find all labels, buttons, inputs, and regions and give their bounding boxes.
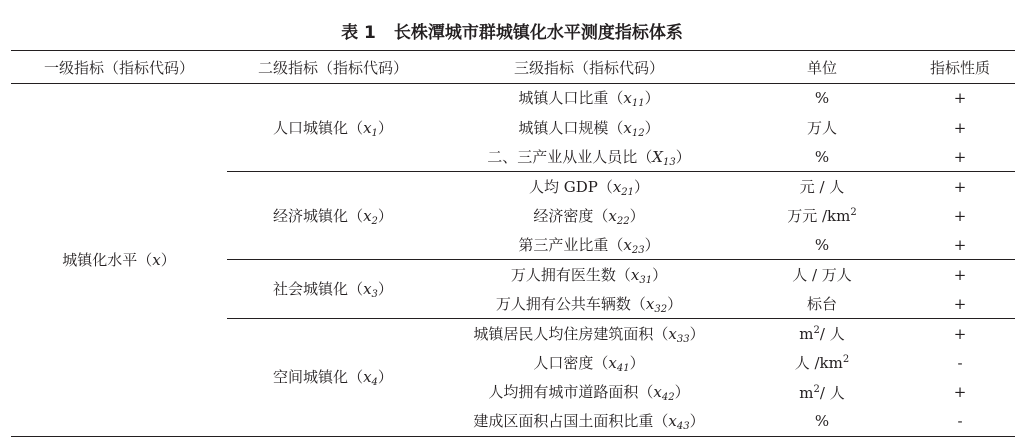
sign-cell: +: [953, 383, 967, 402]
level2-name: 经济城镇化: [273, 206, 349, 225]
level1-code: x: [152, 251, 161, 270]
indicator-code: x: [623, 89, 632, 108]
unit-text: 人 / 万人: [792, 266, 852, 285]
indicator-code: x: [668, 412, 677, 431]
indicator-sub: 42: [661, 392, 675, 404]
level2-sub: 4: [371, 377, 378, 389]
unit-cell: [739, 113, 905, 142]
indicator-sub: 23: [631, 244, 645, 256]
indicator-cell: 人口密度$(x_{41})$: [533, 353, 645, 374]
table-number: 表 1: [341, 23, 376, 43]
level2-code: x: [363, 118, 372, 137]
level2-sub: 3: [371, 289, 378, 301]
indicator-cell: 城镇居民人均住房建筑面积$(x_{33})$: [473, 324, 705, 345]
sign-cell: -: [905, 407, 1015, 436]
indicator-cell: 万人拥有公共车辆数$(x_{32})$: [439, 289, 739, 318]
indicator-cell: 城镇人口规模$(x_{12})$: [518, 118, 660, 139]
header-row: [11, 51, 1015, 84]
level2-code: x: [363, 206, 372, 225]
indicator-code: x: [608, 206, 617, 225]
indicator-sub: 43: [676, 421, 690, 433]
sign-cell: +: [953, 206, 967, 225]
indicator-sub: 13: [662, 156, 676, 168]
indicator-name: 第三产业比重: [518, 235, 609, 254]
indicator-code: x: [608, 353, 617, 372]
indicator-name: 人均拥有城市道路面积: [488, 383, 639, 402]
level2-cell: 社会城镇化$(x_3)$: [227, 260, 439, 319]
unit-text: %: [814, 147, 830, 166]
header-unit: 单位: [739, 51, 905, 84]
header-level3: 三级指标（指标代码）: [439, 51, 739, 84]
unit-cell: [739, 172, 905, 201]
unit-text: %: [814, 412, 830, 431]
indicator-name: 二、三产业从业人员比: [487, 147, 638, 166]
indicator-cell: 人均拥有城市道路面积$(x_{42})$: [488, 383, 690, 404]
indicator-code: x: [653, 383, 662, 402]
indicator-sub: 21: [621, 186, 635, 198]
unit-cell: [739, 348, 905, 377]
sign-cell: +: [905, 230, 1015, 259]
unit-cell: [739, 142, 905, 171]
sign-cell: +: [953, 118, 967, 137]
indicator-name: 城镇人口比重: [518, 89, 609, 108]
level2-name: 人口城镇化: [273, 118, 349, 137]
sign-cell: +: [953, 89, 967, 108]
indicator-cell: 经济密度$(x_{22})$: [533, 206, 645, 227]
unit-cell: [739, 289, 905, 318]
indicator-name: 万人拥有公共车辆数: [495, 294, 631, 313]
indicator-cell: 万人拥有医生数$(x_{31})$: [510, 265, 668, 286]
sign-cell: +: [953, 265, 967, 284]
unit-cell: [739, 407, 905, 436]
unit-sup: 2: [850, 207, 857, 219]
indicator-sub: 22: [616, 215, 630, 227]
sign-cell: -: [957, 353, 963, 372]
unit-text: %: [814, 89, 830, 108]
indicator-name: 城镇人口规模: [518, 118, 609, 137]
indicator-code: x: [668, 324, 677, 343]
unit-text: %: [814, 235, 830, 254]
indicator-sub: 33: [676, 333, 690, 345]
level2-sub: 1: [371, 127, 378, 139]
level2-cell: 空间城镇化$(x_4)$: [227, 319, 439, 437]
unit-sup: 2: [813, 325, 820, 337]
unit-post: / 人: [819, 325, 845, 344]
indicator-code: x: [623, 118, 632, 137]
table-row: [11, 84, 1015, 113]
level2-sub: 2: [371, 215, 378, 227]
unit-cell: [739, 319, 905, 348]
indicator-sub: 41: [616, 362, 630, 374]
indicator-cell: 人均 $GDP(x_{21})$: [528, 177, 650, 198]
header-nature: 指标性质: [905, 51, 1015, 84]
sign-cell: +: [905, 289, 1015, 318]
indicator-name: 建成区面积占国土面积比重: [473, 412, 654, 431]
level2-code: x: [363, 280, 372, 299]
unit-cell: [739, 84, 905, 113]
indicator-sub: 31: [639, 274, 653, 286]
indicator-sub: 32: [654, 303, 668, 315]
unit-text: m: [799, 383, 814, 402]
sign-cell: +: [905, 142, 1015, 171]
indicator-cell: 第三产业比重$(x_{23})$: [439, 230, 739, 259]
unit-text: 人 /km: [794, 354, 843, 373]
indicator-table: [11, 50, 1015, 437]
level2-name: 空间城镇化: [273, 368, 349, 387]
indicator-name: 经济密度: [533, 206, 594, 225]
indicator-sub: 12: [631, 127, 645, 139]
table-caption: [0, 18, 1024, 43]
indicator-code: x: [630, 265, 640, 284]
unit-cell: [739, 201, 905, 230]
unit-text: 元 / 人: [799, 178, 845, 197]
unit-cell: [739, 260, 905, 289]
unit-text: 万元 /km: [787, 207, 851, 226]
unit-cell: [739, 230, 905, 259]
level2-cell: 经济城镇化$(x_2)$: [227, 172, 439, 260]
sign-cell: +: [953, 324, 967, 343]
indicator-name: 城镇居民人均住房建筑面积: [473, 324, 654, 343]
level2-name: 社会城镇化: [273, 280, 349, 299]
indicator-name: 人均 GDP: [528, 177, 598, 196]
indicator-code: x: [623, 235, 632, 254]
unit-text: 万人: [806, 119, 837, 138]
header-level2: 二级指标（指标代码）: [227, 51, 439, 84]
indicator-cell: 城镇人口比重$(x_{11})$: [518, 89, 660, 110]
level1-name: 城镇化水平: [62, 251, 138, 270]
level1-cell: 城镇化水平（x）: [11, 84, 227, 437]
indicator-code: X: [652, 147, 663, 166]
level2-code: x: [363, 368, 372, 387]
table-title: 长株潭城市群城镇化水平测度指标体系: [393, 23, 683, 43]
indicator-sub: 11: [631, 98, 645, 110]
indicator-name: 万人拥有医生数: [510, 265, 616, 284]
header-level1: 一级指标（指标代码）: [11, 51, 227, 84]
indicator-cell: 建成区面积占国土面积比重$(x_{43})$: [439, 407, 739, 436]
unit-text: 标台: [806, 295, 837, 314]
unit-post: / 人: [819, 383, 845, 402]
unit-sup: 2: [842, 354, 850, 366]
indicator-cell: 二、三产业从业人员比$(X_{13})$: [439, 142, 739, 171]
indicator-name: 人口密度: [533, 353, 594, 372]
unit-sup: 2: [813, 383, 820, 395]
level2-cell: 人口城镇化$(x_1)$: [227, 84, 439, 172]
unit-text: m: [799, 325, 814, 344]
indicator-code: x: [612, 177, 622, 196]
sign-cell: +: [953, 177, 967, 196]
indicator-code: x: [645, 294, 655, 313]
unit-cell: [739, 377, 905, 406]
